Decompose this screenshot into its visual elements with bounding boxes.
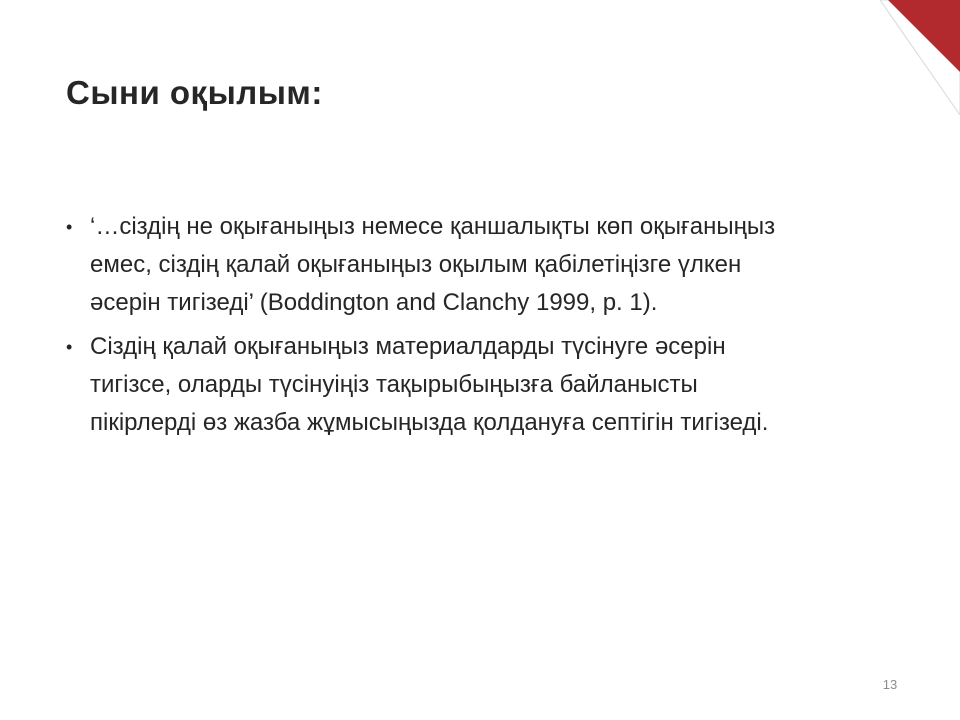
bullet-text: ‘…сіздің не оқығаныңыз немесе қаншалықты көп оқығаныңыз емес, сіздің қалай оқығаныңыз оқылым қабілетіңізге үлкен әсерін тигізеді’ (Boddington and Clanchy 1999, p. 1). (90, 213, 776, 316)
page-number: 13 (882, 677, 898, 692)
bullet-marker: • (66, 217, 73, 237)
bullet-text: Сіздің қалай оқығаныңыз материалдарды түсінуге әсерін тигізсе, оларды түсінуіңіз тақырыбыңызға байланысты пікірлерді өз жазба жұмысыңызда қолдануға септігін тигізеді. (90, 333, 769, 436)
slide-title: Сыни оқылым: (66, 74, 323, 111)
bullet-item (66, 208, 806, 322)
corner-accent-decoration (840, 0, 960, 115)
corner-accent-triangle (888, 0, 960, 72)
bullet-list (66, 208, 806, 448)
bullet-item (66, 328, 806, 442)
bullet-marker: • (66, 337, 73, 357)
